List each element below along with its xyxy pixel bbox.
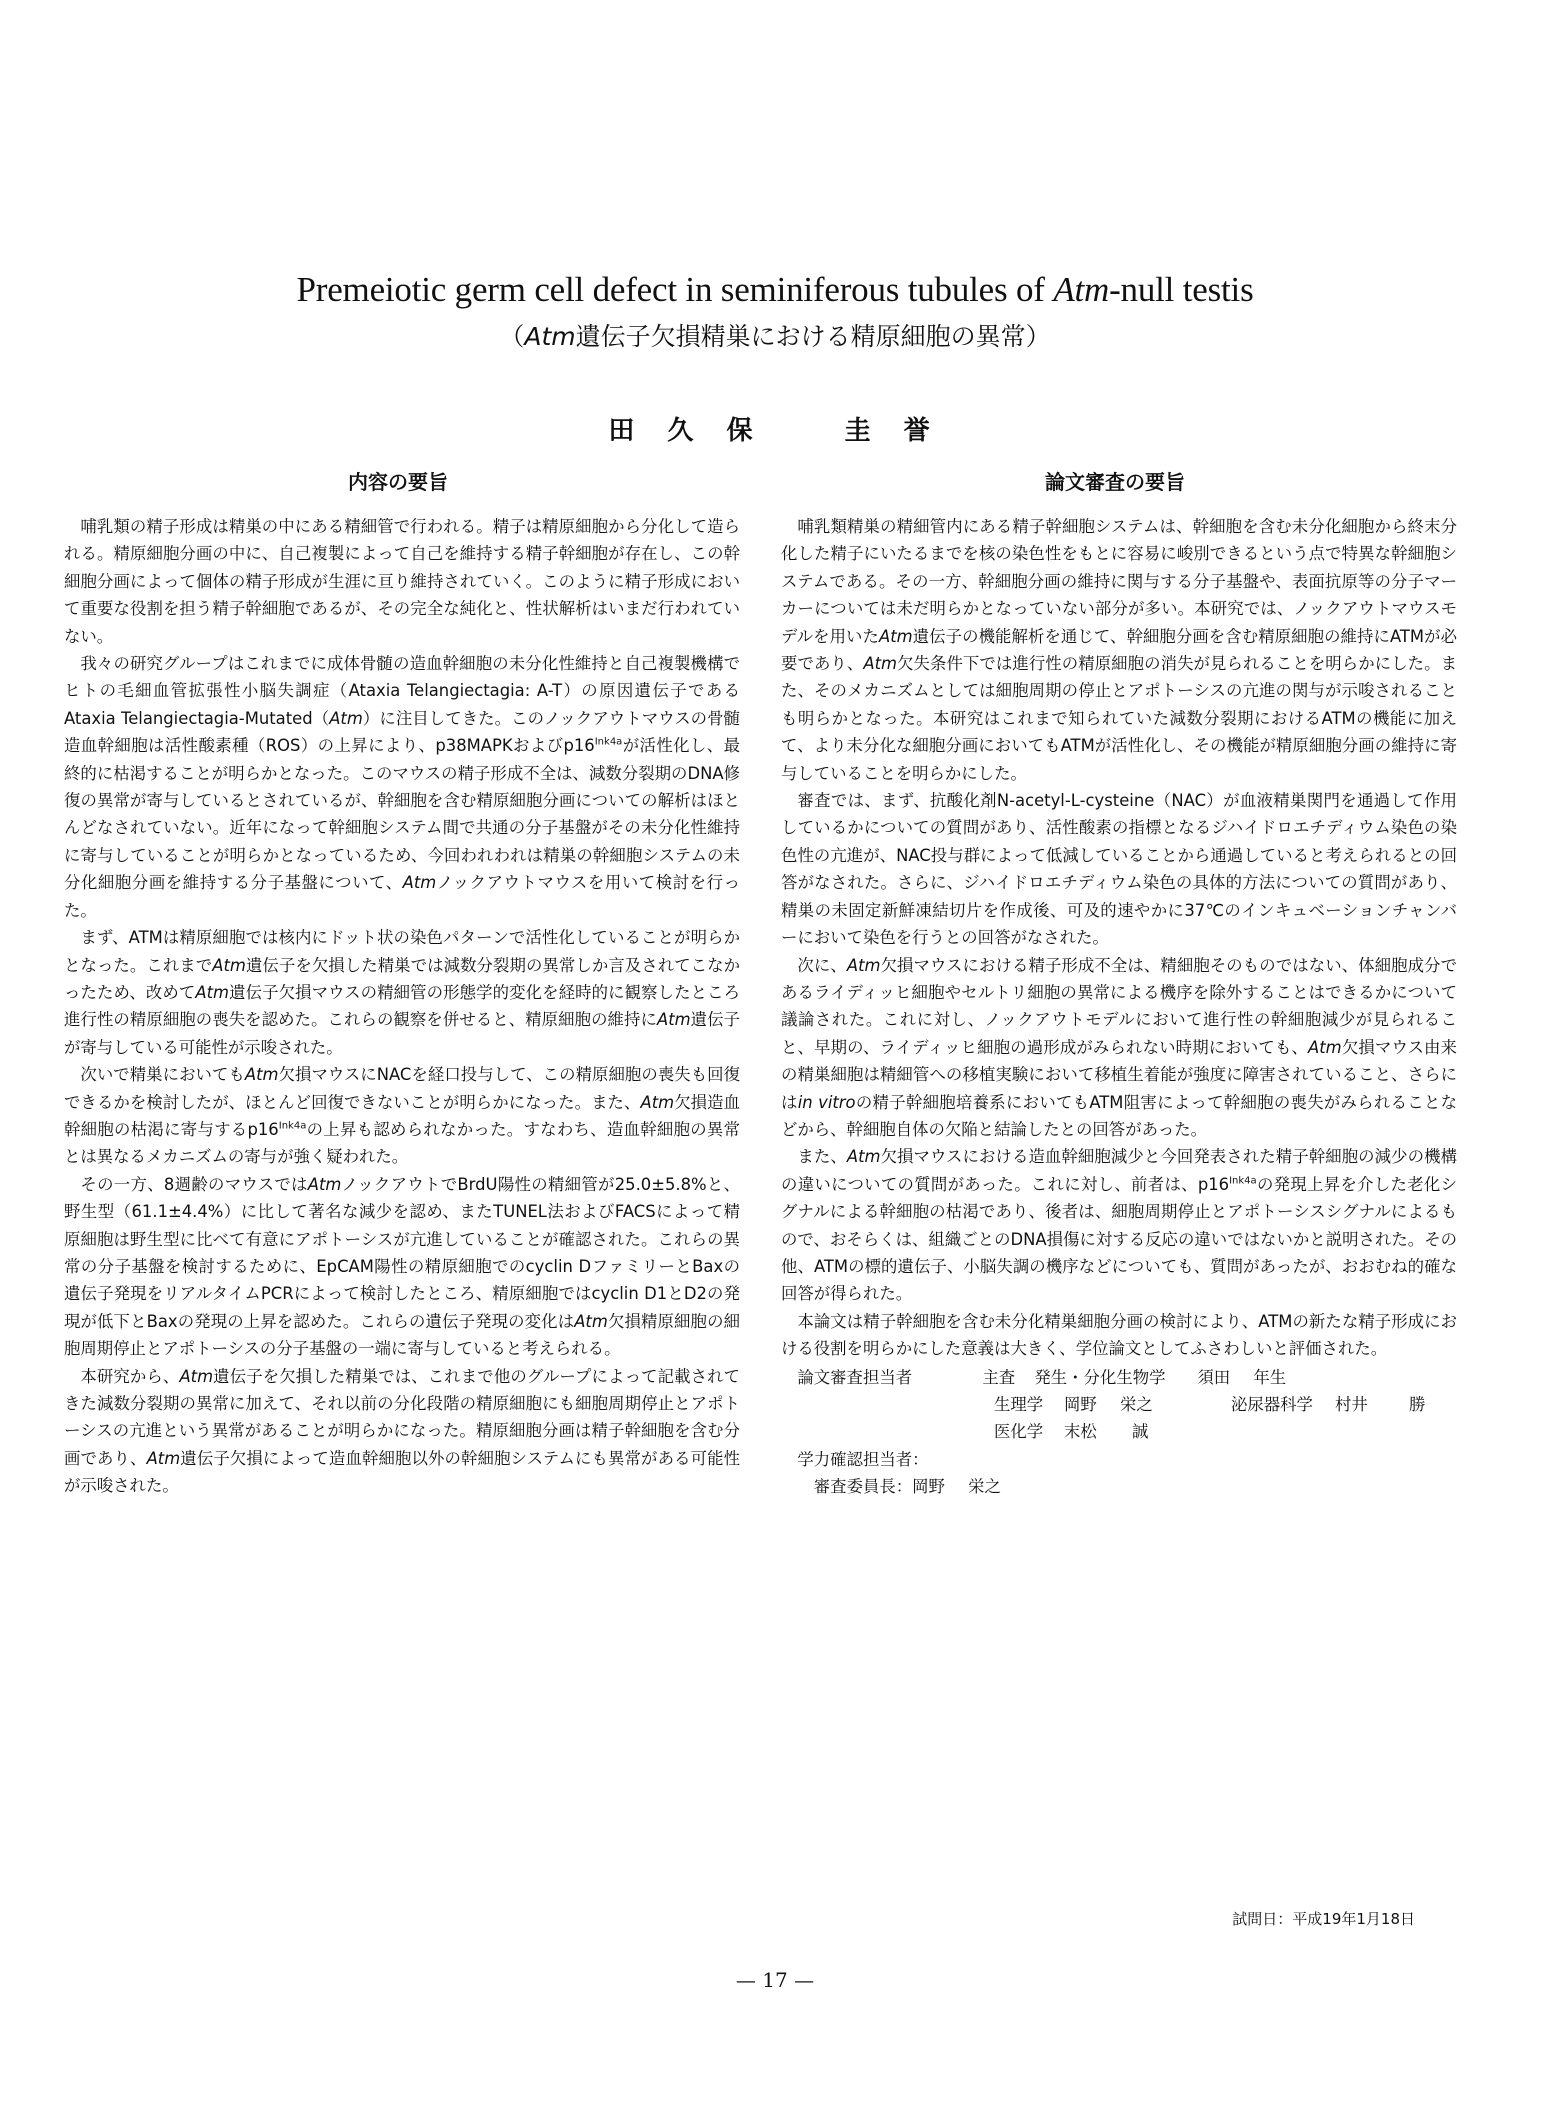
review-paragraph: 哺乳類精巣の精細管内にある精子幹細胞システムは、幹細胞を含む未分化細胞から終末分化した精子にいたるまでを核の染色性をもとに容易に峻別できるという点で特異な幹細胞システムである。その一方、幹細胞分画の維持に関与する分子基盤や、表面抗原等の分子マーカーについては未だ明らかとなっていない部分が多い。本研究では、ノックアウトマウスモデルを用いたAtm遺伝子の機能解析を通じて、幹細胞分画を含む精原細胞の維持にATMが必要であり、Atm欠失条件下では進行性の精原細胞の消失が見られることを明らかにした。また、そのメカニズムとしては細胞周期の停止とアポトーシスの亢進の関与が示唆されることも明らかとなった。本研究はこれまで知られていた減数分裂期におけるATMの機能に加えて、より未分化な細胞分画においてもATMが活性化し、その機能が精原細胞分画の維持に寄与していることを明らかにした。 <box>781 517 1457 783</box>
exam-date: 試問日：平成19年1月18日 <box>1232 1910 1415 1928</box>
title-japanese: （Atm遺伝子欠損精巣における精原細胞の異常） <box>499 322 1051 351</box>
review-paragraph: 審査では、まず、抗酸化剤N-acetyl-L-cysteine（NAC）が血液精巣関門を通過して作用しているかについての質問があり、活性酸素の指標となるジハイドロエチディウム染色の染色性の亢進が、NAC投与群によって低減していることから通過していると考えられるとの回答がなされた。さらに、ジハイドロエチディウム染色の具体的方法についての質問があり、精巣の未固定新鮮凍結切片を作成後、可及的速やかに37℃のインキュベーションチャンバーにおいて染色を行うとの回答がなされた。 <box>781 791 1457 948</box>
summary-paragraph: 哺乳類の精子形成は精巣の中にある精細管で行われる。精子は精原細胞から分化して造られる。精原細胞分画の中に、自己複製によって自己を維持する精子幹細胞が存在し、この幹細胞分画によって個体の精子形成が生涯に亘り維持されていく。このように精子形成において重要な役割を担う精子幹細胞であるが、その完全な純化と、性状解析はいまだ行われていない。 <box>64 517 740 646</box>
gene-name-atm: Atm <box>524 322 576 351</box>
review-paragraph: 次に、Atm欠損マウスにおける精子形成不全は、精細胞そのものではない、体細胞成分であるライディッヒ細胞やセルトリ細胞の異常による機序を除外することはできるかについて議論された。これに対し、ノックアウトモデルにおいて進行性の幹細胞減少が見られること、早期の、ライディッヒ細胞の過形成がみられない時期においても、Atm欠損マウス由来の精巣細胞は精細管への移植実験において移植生着能が強度に障害されていること、さらにはin vitroの精子幹細胞培養系においてもATM阻害によって幹細胞の喪失がみられることなどから、幹細胞自体の欠陥と結論したとの回答があった。 <box>781 955 1457 1139</box>
examiner-list <box>781 1364 1457 1501</box>
summary-paragraph: 我々の研究グループはこれまでに成体骨髄の造血幹細胞の未分化性維持と自己複製機構でヒトの毛細血管拡張性小脳失調症（Ataxia Telangiectagia: A-T）の原因遺伝子であるAtaxia Telangiectagia-Mutated（Atm）に注目してきた。このノックアウトマウスの骨髄造血幹細胞は活性酸素種（ROS）の上昇により、p38MAPKおよび$p16^{Ink4a}$が活性化し、最終的に枯渇することが明らかとなった。このマウスの精子形成不全は、減数分裂期のDNA修復の異常が寄与しているとされているが、幹細胞を含む精原細胞分画についての解析はほとんどなされていない。近年になって幹細胞システム間で共通の分子基盤がその未分化性維持に寄与していることが明らかとなっているため、今回われわれは精巣の幹細胞システムの未分化細胞分画を維持する分子基盤について、Atmノックアウトマウスを用いて検討を行った。 <box>64 654 740 920</box>
review-heading: 論文審査の要旨 <box>1045 470 1185 494</box>
author-name: 田 久 保 圭 誉 <box>608 416 942 446</box>
summary-paragraph: その一方、8週齢のマウスではAtmノックアウトでBrdU陽性の精細管が25.0±5.8%と、野生型（61.1±4.4%）に比して著名な減少を認め、またTUNEL法およびFACSによって精原細胞は野生型に比べて有意にアポトーシスが亢進していることが確認された。これらの異常の分子基盤を検討するために、EpCAM陽性の精原細胞でのcyclin DファミリーとBaxの遺伝子発現をリアルタイムPCRによって検討したところ、精原細胞ではcyclin D1とD2の発現が低下とBaxの発現の上昇を認めた。これらの遺伝子発現の変化はAtm欠損精原細胞の細胞周期停止とアポトーシスの分子基盤の一端に寄与していると考えられる。 <box>64 1174 740 1359</box>
examiner-row: 学力確認担当者： <box>797 1449 929 1469</box>
examiner-row: 生理学 岡野 栄之 泌尿器科学 村井 勝 <box>994 1395 1426 1414</box>
summary-paragraph: 本研究から、Atm遺伝子を欠損した精巣では、これまで他のグループによって記載されてきた減数分裂期の異常に加えて、それ以前の分化段階の精原細胞にも細胞周期停止とアポトーシスの亢進という異常があることが明らかになった。精原細胞分画は精子幹細胞を含む分画であり、Atm遺伝子欠損によって造血幹細胞以外の幹細胞システムにも異常がある可能性が示唆された。 <box>64 1366 740 1496</box>
gene-name-atm: Atm <box>1053 270 1110 309</box>
summary-column <box>64 513 740 1933</box>
title-english: Premeiotic germ cell defect in seminiferous tubules of Atm-null testis <box>296 270 1254 309</box>
summary-paragraph: 次いで精巣においてもAtm欠損マウスにNACを経口投与して、この精原細胞の喪失も回復できるかを検討したが、ほとんど回復できないことが明らかになった。また、Atm欠損造血幹細胞の枯渇に寄与する$p16^{Ink4a}$の上昇も認められなかった。すなわち、造血幹細胞の異常とは異なるメカニズムの寄与が強く疑われた。 <box>64 1065 740 1167</box>
review-paragraph: 本論文は精子幹細胞を含む未分化精巣細胞分画の検討により、ATMの新たな精子形成における役割を明らかにした意義は大きく、学位論文としてふさわしいと評価された。 <box>781 1311 1457 1359</box>
summary-heading: 内容の要旨 <box>348 470 448 494</box>
examiner-row: 論文審査担当者 主査 発生・分化生物学 須田 年生 <box>781 1364 1457 1391</box>
examiner-row: 審査委員長： 岡野 栄之 <box>813 1477 1001 1497</box>
summary-paragraph: まず、ATMは精原細胞では核内にドット状の染色パターンで活性化していることが明らかとなった。これまでAtm遺伝子を欠損した精巣では減数分裂期の異常しか言及されてこなかったため、改めてAtm遺伝子欠損マウスの精細管の形態学的変化を経時的に観察したところ進行性の精原細胞の喪失を認めた。これらの観察を併せると、精原細胞の維持にAtm遺伝子が寄与している可能性が示唆された。 <box>64 928 740 1057</box>
examiner-row: 医化学 末松 誠 <box>994 1422 1149 1442</box>
examiner-label: 論文審査担当者 <box>797 1367 913 1387</box>
review-paragraph: また、Atm欠損マウスにおける造血幹細胞減少と今回発表された精子幹細胞の減少の機構の違いについての質問があった。これに対し、前者は、$p16^{Ink4a}$の発現上昇を介した老化シグナルによる幹細胞の枯渇であり、後者は、細胞周期停止とアポトーシスシグナルによるもので、おそらくは、組織ごとのDNA損傷に対する反応の違いではないかと説明された。その他、ATMの標的遺伝子、小脳失調の機序などについても、質問があったが、おおむね的確な回答が得られた。 <box>781 1147 1457 1304</box>
review-column <box>781 513 1457 1933</box>
page-number: — 17 — <box>735 1968 815 1992</box>
